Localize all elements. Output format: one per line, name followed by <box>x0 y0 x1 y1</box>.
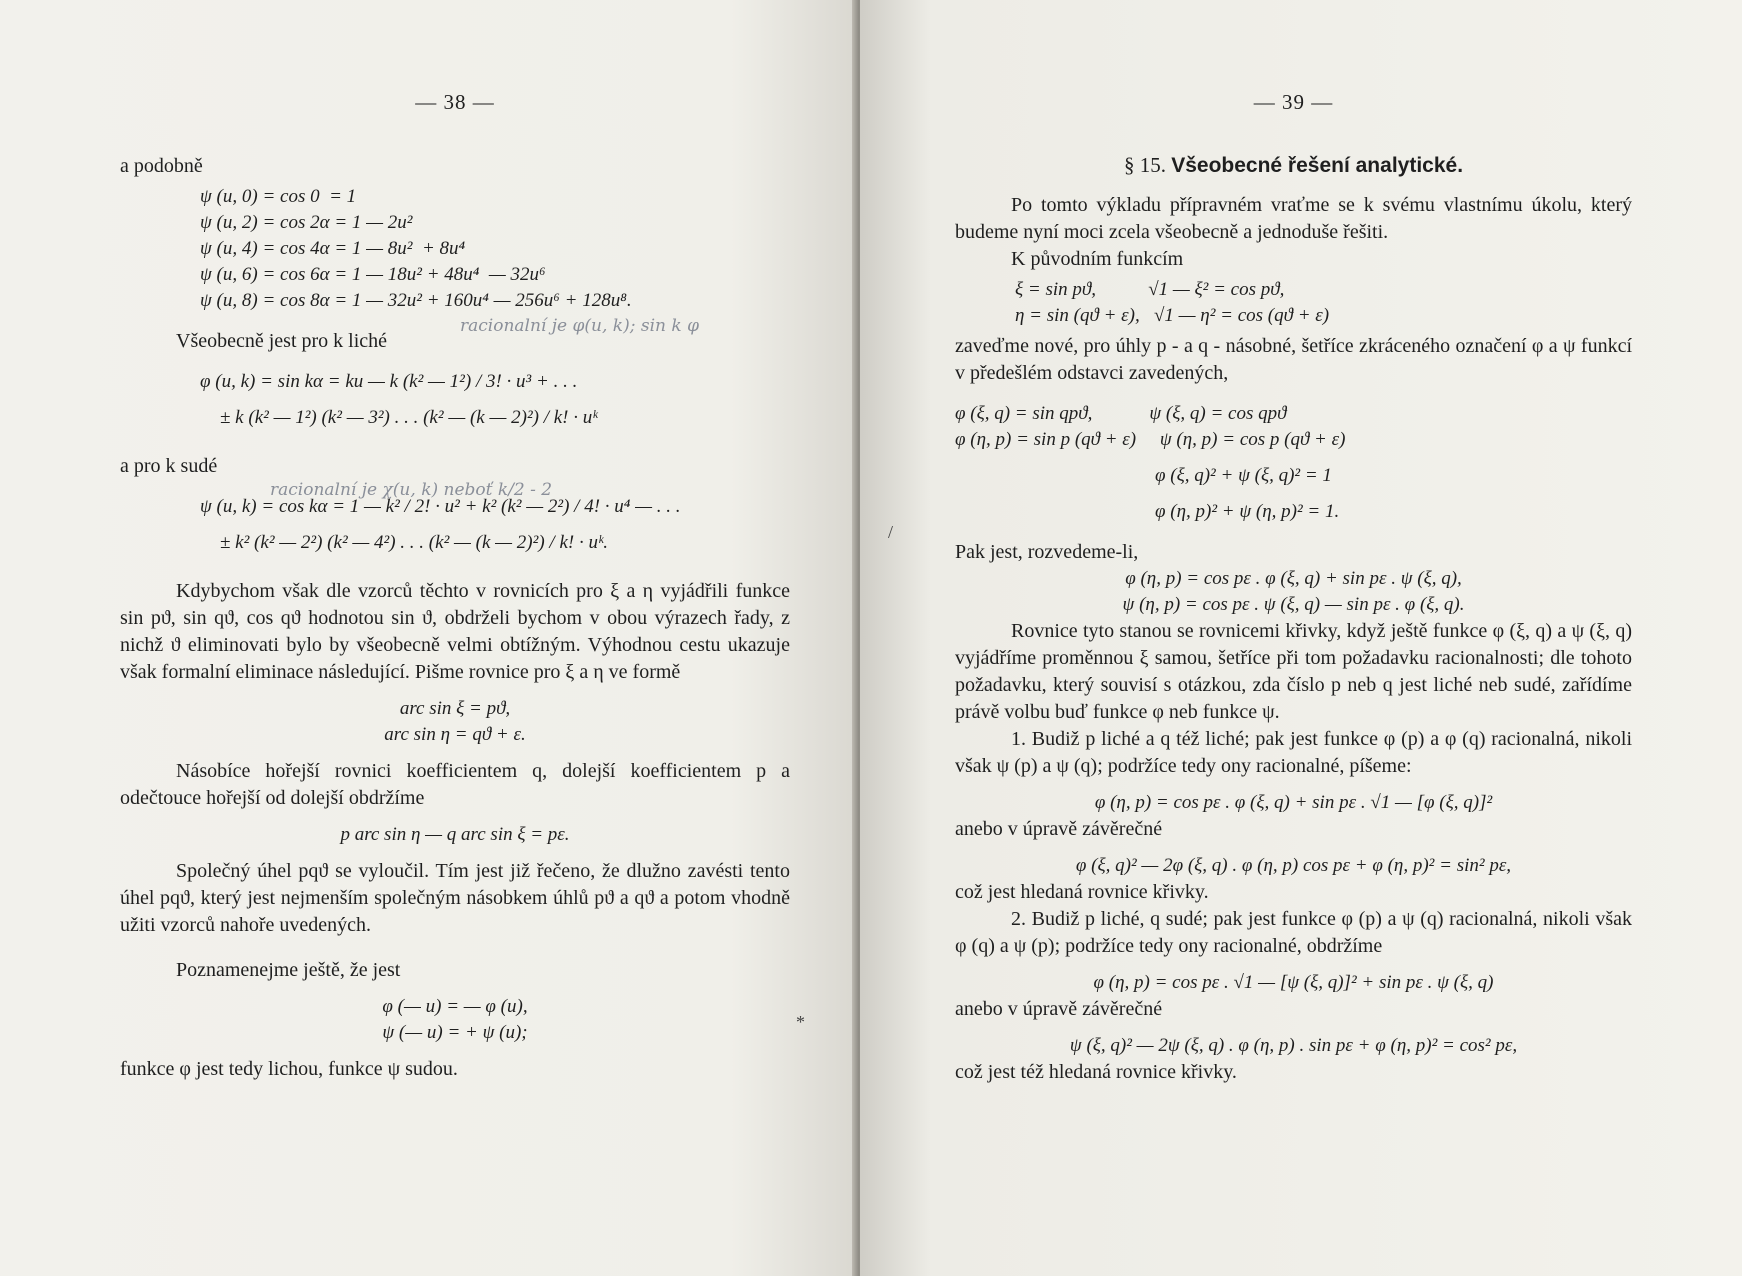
equation-group-expansion <box>955 566 1632 618</box>
equation: φ (ξ, q) = sin qpϑ, ψ (ξ, q) = cos qpϑ <box>955 403 1287 424</box>
equation: φ (η, p) = cos pε . φ (ξ, q) + sin pε . √1 — [φ (ξ, q)]² <box>1094 792 1493 813</box>
text-line: Pak jest, rozvedeme-li, <box>955 541 1139 563</box>
text-line: Poznamenejme ještě, že jest <box>176 959 401 981</box>
section-number: § 15. <box>1123 153 1166 177</box>
equation: arc sin η = qϑ + ε. <box>384 724 526 745</box>
equation-group-phi <box>200 369 790 431</box>
equation: ψ (u, 4) = cos 4α = 1 — 8u² + 8u⁴ <box>200 238 466 259</box>
paragraph: Společný úhel pqϑ se vyloučil. Tím jest již řečeno, že dlužno zavésti tento úhel pqϑ, který jest nejmenším společným násobkem úhlů pϑ a qϑ a potom vhodně užiti vzorců nahoře uvedených. <box>120 860 790 936</box>
equation: ξ = sin pϑ, √1 — ξ² = cos pϑ, <box>1015 279 1285 300</box>
paragraph: Kdybychom však dle vzorců těchto v rovnicích pro ξ a η vyjádřili funkce sin pϑ, sin qϑ, cos qϑ hodnotou sin ϑ, obdrželi bychom v obou výrazech řady, z nichž ϑ eliminovati bylo by všeobecně velmi obtížným. Výhodnou cestu ukazuje však formalní eliminace následující. Pišme rovnice pro ξ a η ve formě <box>120 580 790 683</box>
text-line: což jest hledaná rovnice křivky. <box>955 881 1209 903</box>
handwritten-note: racionalní je χ(u, k) neboť k/2 - 2 <box>270 480 553 500</box>
equation: φ (η, p)² + ψ (η, p)² = 1. <box>1155 501 1340 522</box>
equation-group-parity <box>120 994 790 1046</box>
section-heading <box>955 153 1632 178</box>
right-page <box>860 0 1742 1276</box>
equation: φ (u, k) = sin kα = ku — k (k² — 1²) / 3! · u³ + . . . <box>200 371 578 392</box>
paragraph: 2. Budiž p liché, q sudé; pak jest funkce φ (p) a ψ (q) racionalná, nikoli však φ (q) a ψ (p); podržíce tedy ony racionalné, obdržíme <box>955 908 1632 957</box>
equation: arc sin ξ = pϑ, <box>399 698 511 719</box>
paragraph: Po tomto výkladu přípravném vraťme se k svému vlastnímu úkolu, který budeme nyní moci zcela všeobecně a jednoduše řešiti. <box>955 194 1632 243</box>
text-line: funkce φ jest tedy lichou, funkce ψ sudou. <box>120 1058 458 1080</box>
margin-mark: * <box>796 1012 805 1032</box>
equation: ± k (k² — 1²) (k² — 3²) . . . (k² — (k — 2)²) / k! · uᵏ <box>220 407 598 428</box>
equation: ± k² (k² — 2²) (k² — 4²) . . . (k² — (k — 2)²) / k! · uᵏ. <box>220 532 609 553</box>
equation: ψ (u, 8) = cos 8α = 1 — 32u² + 160u⁴ — 256u⁶ + 128u⁸. <box>200 290 632 311</box>
equation: φ (ξ, q)² + ψ (ξ, q)² = 1 <box>1155 465 1332 486</box>
text-line: anebo v úpravě závěrečné <box>955 818 1163 840</box>
left-page <box>0 0 860 1276</box>
text-line: a pro k sudé <box>120 455 218 477</box>
equation: ψ (u, 6) = cos 6α = 1 — 18u² + 48u⁴ — 32u⁶ <box>200 264 546 285</box>
equation: ψ (u, 0) = cos 0 = 1 <box>200 186 357 207</box>
text-line: Všeobecně jest pro k liché <box>176 330 388 352</box>
text-line: K původním funkcím <box>1011 248 1184 270</box>
paragraph: Násobíce hořejší rovnici koefficientem q, dolejší koefficientem p a odečtouce hořejší od dolejší obdržíme <box>120 760 790 809</box>
text-line: anebo v úpravě závěrečné <box>955 998 1163 1020</box>
handwritten-note: racionalní je φ(u, k); sin k φ <box>460 316 699 336</box>
equation-group-psi-even <box>200 494 790 556</box>
paragraph: Rovnice tyto stanou se rovnicemi křivky, když ještě funkce φ (ξ, q) a ψ (ξ, q) vyjádříme proměnnou ξ samou, šetříce při tom požadavku racionalnosti; dle tohoto požadavku, který souvisí s otázkou, zda číslo p neb q jest liché neb sudé, zařídíme právě volbu buď funkce φ neb funkce ψ. <box>955 620 1632 723</box>
paragraph: zaveďme nové, pro úhly p - a q - násobné, šetříce zkráceného označení φ a ψ funkcí v předešlém odstavci zavedených, <box>955 335 1632 384</box>
equation: p arc sin η — q arc sin ξ = pε. <box>340 824 570 845</box>
equation: ψ (η, p) = cos pε . ψ (ξ, q) — sin pε . φ (ξ, q). <box>1122 594 1465 615</box>
equation: φ (η, p) = sin p (qϑ + ε) ψ (η, p) = cos p (qϑ + ε) <box>955 429 1346 450</box>
equation: φ (η, p) = cos pε . φ (ξ, q) + sin pε . ψ (ξ, q), <box>1125 568 1462 589</box>
paragraph: 1. Budiž p liché a q též liché; pak jest funkce φ (p) a φ (q) racionalná, nikoli však ψ (p) a ψ (q); podržíce tedy ony racionalné, píšeme: <box>955 728 1632 777</box>
equation: φ (η, p) = cos pε . √1 — [ψ (ξ, q)]² + sin pε . ψ (ξ, q) <box>1093 972 1494 993</box>
equation: φ (— u) = — φ (u), <box>382 996 528 1017</box>
section-title: Všeobecné řešení analytické. <box>1171 154 1464 177</box>
text-line: což jest též hledaná rovnice křivky. <box>955 1061 1237 1083</box>
text-line: a podobně <box>120 155 203 177</box>
page-number-left: — 38 — <box>415 90 495 114</box>
equation: ψ (u, k) = cos kα = 1 — k² / 2! · u² + k² (k² — 2²) / 4! · u⁴ — . . . <box>200 496 681 517</box>
equation: φ (ξ, q)² — 2φ (ξ, q) . φ (η, p) cos pε + φ (η, p)² = sin² pε, <box>1075 855 1512 876</box>
equation-group-arc <box>120 696 790 748</box>
page-number-right: — 39 — <box>1253 90 1334 114</box>
equation: ψ (u, 2) = cos 2α = 1 — 2u² <box>200 212 413 233</box>
equation-group-definitions <box>955 401 1632 525</box>
equation-group-xi-eta <box>1015 277 1632 329</box>
margin-mark: / <box>888 522 894 542</box>
equation: η = sin (qϑ + ε), √1 — η² = cos (qϑ + ε) <box>1015 305 1330 326</box>
equation-group-psi <box>200 184 790 314</box>
equation: ψ (— u) = + ψ (u); <box>382 1022 528 1043</box>
equation: ψ (ξ, q)² — 2ψ (ξ, q) . φ (η, p) . sin pε + φ (η, p)² = cos² pε, <box>1069 1035 1518 1056</box>
